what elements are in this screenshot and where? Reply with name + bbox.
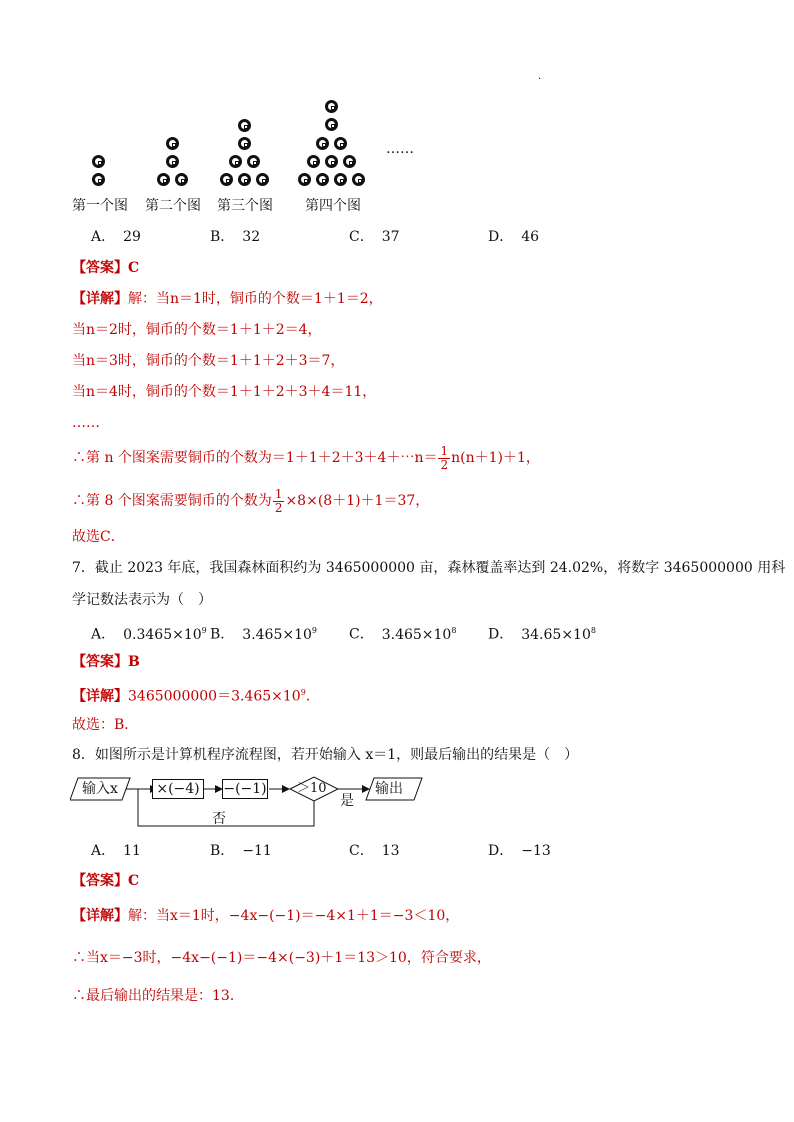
- coin: [256, 173, 269, 186]
- q6-detail-line-4: 当n＝4时，铜币的个数＝1＋1＋2＋3＋4＝11，: [72, 384, 377, 400]
- figure-label-4: 第四个图: [305, 198, 361, 214]
- fraction-one-half: $\frac{1}{2}$: [440, 443, 449, 472]
- q8-answer: 【答案】C: [72, 873, 140, 889]
- q6-detail-line-3: 当n＝3时，铜币的个数＝1＋1＋2＋3＝7，: [72, 353, 345, 369]
- coin: [307, 155, 320, 168]
- q7-answer: 【答案】B: [72, 654, 140, 670]
- q7-stem-line-2: 学记数法表示为（ ）: [72, 592, 212, 608]
- q7-stem-line-1: 7．截止 2023 年底，我国森林面积约为 3465000000 亩，森林覆盖率达到 24.02%，将数字 3465000000 用科: [72, 560, 786, 576]
- flow-multiply-box: ×(−4): [152, 779, 204, 799]
- q6-general-formula: ∴第 n 个图案需要铜币的个数为＝1＋1＋2＋3＋4＋⋯n＝ $\frac{1}{2}$ n(n＋1)＋1，: [72, 443, 540, 472]
- coin: [92, 155, 105, 168]
- q8-option-b[interactable]: B． −11: [210, 843, 272, 859]
- q6-answer: 【答案】C: [72, 260, 140, 276]
- coin: [92, 173, 105, 186]
- fraction-one-half: $\frac{1}{2}$: [274, 486, 283, 515]
- flow-output-label: 输出: [375, 781, 403, 797]
- flow-yes-label: 是: [340, 793, 354, 809]
- coin: [334, 137, 347, 150]
- coin: [343, 155, 356, 168]
- q6-detail-line-1: 【详解】解：当n＝1时，铜币的个数＝1＋1＝2，: [72, 291, 383, 307]
- figure-label-2: 第二个图: [145, 198, 201, 214]
- coin: [325, 100, 338, 113]
- q8-detail-line-3: ∴最后输出的结果是：13．: [72, 988, 244, 1004]
- figure-label-3: 第三个图: [217, 198, 273, 214]
- coin: [352, 173, 365, 186]
- coin: [229, 155, 242, 168]
- q8-option-a[interactable]: A． 11: [91, 843, 141, 859]
- page-mark: ·: [538, 74, 542, 85]
- q6-option-d[interactable]: D． 46: [488, 229, 540, 245]
- q6-eighth-formula: ∴第 8 个图案需要铜币的个数为 $\frac{1}{2}$ ×8×(8＋1)＋1＝37，: [72, 486, 430, 515]
- coin: [157, 173, 170, 186]
- q6-conclusion: 故选C．: [72, 529, 125, 545]
- coin: [325, 118, 338, 131]
- coin: [166, 137, 179, 150]
- q6-detail-line-2: 当n＝2时，铜币的个数＝1＋1＋2＝4，: [72, 322, 322, 338]
- q6-option-a[interactable]: A． 29: [91, 229, 141, 245]
- coin: [238, 119, 251, 132]
- q7-detail: 【详解】$3465000000=3.465\times 10^9$．: [72, 688, 320, 705]
- q6-option-c[interactable]: C． 37: [349, 229, 400, 245]
- coin: [238, 173, 251, 186]
- coin: [316, 137, 329, 150]
- flow-no-label: 否: [212, 811, 226, 827]
- q7-option-b[interactable]: B． $3.465\times 10^9$: [210, 626, 318, 643]
- figure-label-1: 第一个图: [72, 198, 128, 214]
- coin: [166, 155, 179, 168]
- q8-stem: 8．如图所示是计算机程序流程图，若开始输入 x＝1，则最后输出的结果是（ ）: [72, 747, 579, 763]
- q6-option-b[interactable]: B． 32: [210, 229, 261, 245]
- q6-detail-line-5: ……: [72, 415, 100, 431]
- q8-detail-line-1: 【详解】解：当x＝1时，−4x−(−1)＝−4×1＋1＝−3＜10，: [72, 908, 460, 924]
- coin: [238, 137, 251, 150]
- coin: [325, 155, 338, 168]
- coin: [247, 155, 260, 168]
- q8-option-c[interactable]: C． 13: [349, 843, 400, 859]
- figure-ellipsis: ……: [386, 141, 414, 157]
- flow-subtract-box: −(−1): [223, 781, 267, 797]
- q8-option-d[interactable]: D． −13: [488, 843, 551, 859]
- coin: [175, 173, 188, 186]
- q7-option-a[interactable]: A． $0.3465\times 10^9$: [91, 626, 207, 643]
- coin: [220, 173, 233, 186]
- flow-input-label: 输入x: [82, 781, 118, 797]
- q7-option-d[interactable]: D． $34.65\times 10^8$: [488, 626, 596, 643]
- coin: [298, 173, 311, 186]
- coin: [334, 173, 347, 186]
- q7-conclusion: 故选：B．: [72, 717, 139, 733]
- q7-option-c[interactable]: C． $3.465\times 10^8$: [349, 626, 457, 643]
- q8-detail-line-2: ∴当x＝−3时，−4x−(−1)＝−4×(−3)＋1＝13＞10，符合要求，: [72, 950, 491, 966]
- coin: [316, 173, 329, 186]
- flow-compare-label: ＞10: [297, 781, 327, 796]
